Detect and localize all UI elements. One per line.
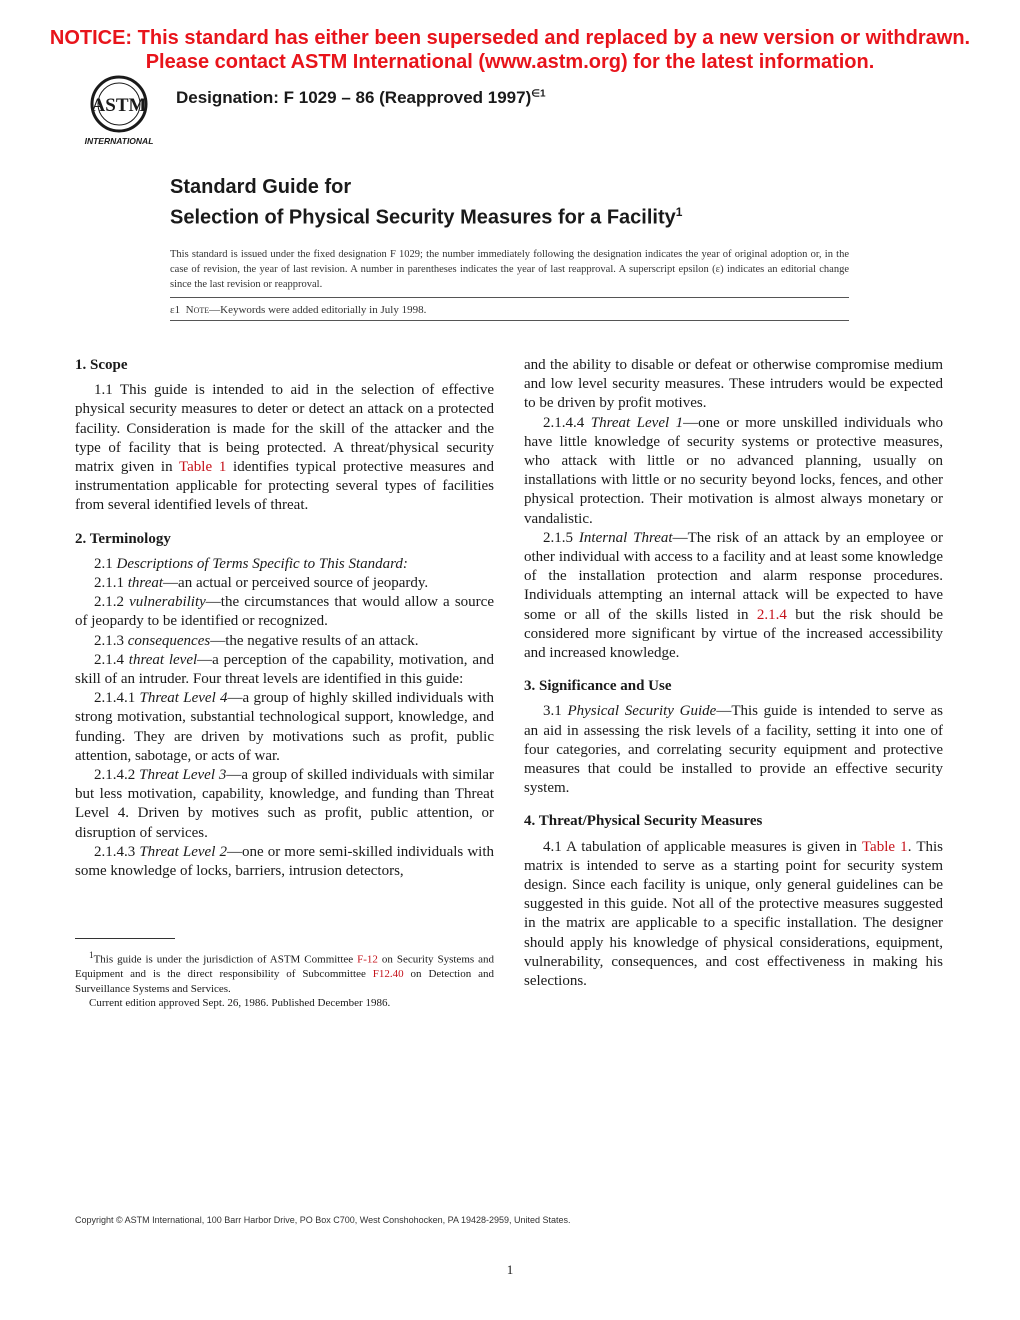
divider bbox=[170, 320, 849, 321]
note-text: —Keywords were added editorially in July 1998. bbox=[209, 304, 427, 316]
note-mark: ε1 bbox=[170, 304, 181, 316]
paragraph-4-1: 4.1 A tabulation of applicable measures is given in Table 1. This matrix is intended to serve as a starting point for security system design. Since each facility is unique, only general guidelines can be suggested in this guide. Not all of the protective measures suggested in the matrix are applicable to a specific installation. The designer should apply his knowledge of physical considerations, equipment, vulnerability, consequences, and cost effectiveness in making his selections. bbox=[524, 838, 943, 990]
editorial-note bbox=[170, 304, 426, 316]
paragraph-2-1-5: 2.1.5 Internal Threat—The risk of an attack by an employee or other individual with access to a facility and at least some knowledge of the installation protection and alarm response procedures. Individuals attempting an internal attack will be expected to have some or all of the skills listed in 2.1.4 but the risk should be considered more significant by virtue of the increased accessibility and increased knowledge. bbox=[524, 529, 943, 662]
notice-line-2: Please contact ASTM International (www.astm.org) for the latest information. bbox=[145, 51, 875, 73]
section-heading-significance: 3. Significance and Use bbox=[524, 678, 672, 695]
footnote-edition: Current edition approved Sept. 26, 1986. Published December 1986. bbox=[89, 997, 391, 1010]
table-1-link[interactable]: Table 1 bbox=[179, 459, 227, 476]
logo-letters: ASTM bbox=[91, 95, 147, 116]
copyright: Copyright © ASTM International, 100 Barr Harbor Drive, PO Box C700, West Conshohocken, PA 19428-2959, United States. bbox=[75, 1215, 571, 1225]
footnote-divider bbox=[75, 938, 175, 939]
paragraph-2-1-4-3: 2.1.4.3 Threat Level 2—one or more semi-skilled individuals with some knowledge of locks, barriers, intrusion detectors, bbox=[75, 843, 495, 880]
paragraph-2-1-3: 2.1.3 consequences—the negative results of an attack. bbox=[94, 632, 419, 649]
subcommittee-link[interactable]: F12.40 bbox=[372, 968, 404, 981]
paragraph-1-1: 1.1 This guide is intended to aid in the selection of effective physical security measures to deter or detect an attack on a protected facility. Consideration is made for the skill of the attacker and the type of facility that is being protected. A threat/physical security matrix given in Table 1 identifies typical protective measures and instrumentation applicable for protecting several types of facilities from several identified levels of threat. bbox=[75, 382, 494, 514]
section-2-1-4-link[interactable]: 2.1.4 bbox=[756, 606, 787, 623]
astm-logo bbox=[78, 74, 160, 148]
designation-epsilon: ∈1 bbox=[531, 88, 546, 100]
notice-line-1: NOTICE: This standard has either been superseded and replaced by a new version or withdrawn. bbox=[49, 27, 971, 49]
footnote bbox=[75, 948, 494, 1011]
paragraph-3-1: 3.1 Physical Security Guide—This guide is intended to serve as an aid in assessing the risk levels of a facility, setting it into one of four categories, and correlating security equipment and protective measures that could be installed to provide an effective security system. bbox=[524, 703, 943, 797]
paragraph-2-1-4-4: 2.1.4.4 Threat Level 1—one or more unskilled individuals who have little knowledge of security systems or protective measures, who attack with little or no advanced planning, usually on installations with little or no security beyond locks, fences, and other physical protection. Their motivation is almost always monetary or vandalistic. bbox=[524, 414, 944, 527]
document-title bbox=[170, 175, 682, 231]
title-footnote-mark: 1 bbox=[675, 205, 683, 219]
designation bbox=[176, 88, 546, 108]
paragraph-2-1: 2.1 Descriptions of Terms Specific to This Standard: bbox=[94, 555, 408, 572]
designation-text: Designation: F 1029 – 86 (Reapproved 1997) bbox=[176, 88, 532, 107]
paragraph-2-1-4-1: 2.1.4.1 Threat Level 4—a group of highly skilled individuals with strong motivation, substantial technological support, knowledge, and funding. They are driven by motivations such as profit, public attention, sabotage, or acts of war. bbox=[75, 690, 494, 764]
committee-link[interactable]: F-12 bbox=[357, 953, 378, 966]
divider bbox=[170, 297, 849, 298]
right-column bbox=[524, 356, 943, 991]
section-heading-terminology: 2. Terminology bbox=[75, 530, 171, 547]
paragraph-2-1-4: 2.1.4 threat level—a perception of the capability, motivation, and skill of an intruder. Four threat levels are identified in this guide: bbox=[75, 651, 494, 688]
logo-caption: INTERNATIONAL bbox=[84, 136, 154, 146]
note-label: Note bbox=[185, 304, 210, 316]
left-column bbox=[75, 356, 494, 881]
paragraph-2-1-4-2: 2.1.4.2 Threat Level 3—a group of skilled individuals with similar but less motivation, capability, knowledge, and funding than Threat Level 4. Driven by motives such as profit, public attention, or disruption of services. bbox=[75, 767, 495, 841]
table-1-link[interactable]: Table 1 bbox=[861, 838, 908, 855]
paragraph-2-1-4-3-continued: and the ability to disable or defeat or otherwise compromise medium and low level security measures. These intruders would be expected to be driven by profit motives. bbox=[524, 357, 943, 412]
paragraph-2-1-2: 2.1.2 vulnerability—the circumstances that would allow a source of jeopardy to be identified or recognized. bbox=[75, 594, 494, 630]
section-heading-measures: 4. Threat/Physical Security Measures bbox=[524, 813, 763, 830]
section-heading-scope: 1. Scope bbox=[75, 357, 128, 373]
title-line-1: Standard Guide for bbox=[170, 176, 352, 198]
issuance-statement: This standard is issued under the fixed designation F 1029; the number immediately following the designation indicates the year of original adoption or, in the case of revision, the year of last revision. A number in parentheses indicates the year of last reapproval. A superscript epsilon (ε) indicates an editorial change since the last revision or reapproval. bbox=[170, 249, 849, 290]
withdrawn-notice bbox=[0, 26, 1020, 74]
page-number: 1 bbox=[506, 1262, 514, 1277]
footnote-1: $^1$This guide is under the jurisdiction of ASTM Committee F-12 on Security Systems and Equipment and is the direct responsibility of Subcommittee F12.40 on Detection and Surveillance Systems and Services. bbox=[75, 950, 494, 995]
paragraph-2-1-1: 2.1.1 threat—an actual or perceived source of jeopardy. bbox=[94, 575, 429, 592]
title-line-2: Selection of Physical Security Measures for a Facility bbox=[170, 206, 676, 229]
